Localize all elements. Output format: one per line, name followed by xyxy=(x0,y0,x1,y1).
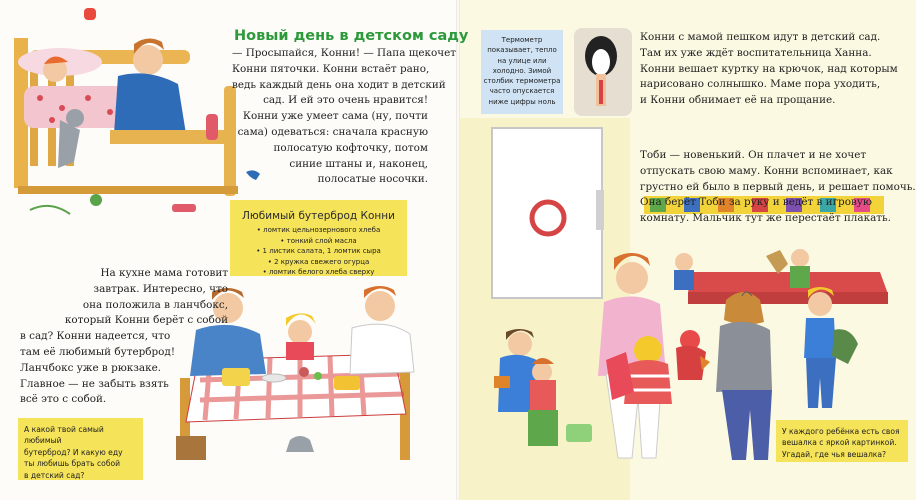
text-line: Главное — не забыть взять xyxy=(20,377,169,390)
text-line: ниже цифры ноль xyxy=(488,97,556,106)
text-line: ведь каждый день она ходит в детский xyxy=(232,78,446,91)
text-line: который Конни берёт с собой xyxy=(64,314,228,327)
sandwich-ingredients-list xyxy=(230,225,407,278)
question-box-sandwich xyxy=(18,418,143,480)
ingredient-item: • тонкий слой масла xyxy=(230,236,407,247)
text-line: Термометр xyxy=(501,36,543,44)
text-line: часто опускается xyxy=(489,87,555,96)
text-line: У каждого ребёнка есть своя xyxy=(782,427,900,436)
text-line: Конни пяточки. Конни встаёт рано, xyxy=(232,62,430,75)
paragraph-waking-up xyxy=(232,46,457,188)
text-line: столбик термометра xyxy=(483,77,561,86)
text-line: грустно ей было в первый день, и решает помочь. xyxy=(640,180,916,193)
text-line: Она берёт Тоби за руку и ведёт в игровую xyxy=(640,196,872,209)
sandwich-recipe-box xyxy=(230,200,407,276)
text-line: Угадай, где чья вешалка? xyxy=(782,449,887,459)
paragraph-kitchen xyxy=(20,266,228,408)
ingredient-item: • 2 кружка свежего огурца xyxy=(230,257,407,268)
text-line: синие штаны и, наконец, xyxy=(289,157,428,170)
text-line: Конни с мамой пешком идут в детский сад. xyxy=(640,31,881,43)
sandwich-heading: Любимый бутерброд Конни xyxy=(242,210,395,222)
paragraph-toby xyxy=(640,148,916,227)
text-line: ты любишь брать собой xyxy=(24,459,121,469)
text-line: там её любимый бутерброд! xyxy=(20,345,175,358)
text-line: отпускать свою маму. Конни вспоминает, как xyxy=(640,164,893,177)
text-line: вешалка с яркой картинкой. xyxy=(782,438,897,448)
book-spine xyxy=(456,0,460,500)
question-box-hangers xyxy=(776,420,908,462)
text-line: полосатые носочки. xyxy=(317,173,428,186)
ingredient-item: • ломтик белого хлеба сверху xyxy=(230,267,407,278)
text-line: Тоби — новенький. Он плачет и не хочет xyxy=(640,149,867,161)
text-line: холодно. Зимой xyxy=(492,66,552,75)
text-line: полосатую кофточку, потом xyxy=(273,141,428,154)
text-line: — Просыпайся, Конни! — Папа щекочет xyxy=(232,47,457,59)
ingredient-item: • 1 листик салата, 1 ломтик сыра xyxy=(230,246,407,257)
text-line: в сад? Конни надеется, что xyxy=(20,330,171,343)
text-line: Там их уже ждёт воспитательница Ханна. xyxy=(640,46,872,59)
text-line: показывает, тепло xyxy=(487,46,557,55)
thermometer-note xyxy=(481,30,563,114)
text-line: бутерброд? И какую еду xyxy=(24,447,123,457)
ingredient-item: • ломтик цельнозернового хлеба xyxy=(230,225,407,236)
page-title: Новый день в детском саду xyxy=(234,28,469,44)
text-line: На кухне мама готовит xyxy=(100,267,228,279)
text-line: сад. И ей это очень нравится! xyxy=(263,94,428,107)
text-line: на улице или xyxy=(497,56,547,65)
text-line: комнату. Мальчик тут же перестаёт плакать. xyxy=(640,212,891,225)
text-line: всё это с собой. xyxy=(20,393,107,406)
text-line: Конни вешает куртку на крючок, над которым xyxy=(640,62,898,75)
text-line: А какой твой самый любимый xyxy=(24,425,104,446)
text-line: она положила в ланчбокс, xyxy=(82,298,228,311)
paragraph-arrival xyxy=(640,30,898,109)
text-line: в детский сад? xyxy=(24,470,85,480)
text-line: нарисовано солнышко. Маме пора уходить, xyxy=(640,78,881,91)
text-line: Конни уже умеет сама (ну, почти xyxy=(242,110,428,123)
text-line: Ланчбокс уже в рюкзаке. xyxy=(20,361,162,374)
bedroom-illustration xyxy=(14,8,260,214)
text-line: и Конни обнимает её на прощание. xyxy=(640,94,836,107)
text-line: завтрак. Интересно, что xyxy=(93,282,228,295)
text-line: сама) одеваться: сначала красную xyxy=(237,125,428,138)
